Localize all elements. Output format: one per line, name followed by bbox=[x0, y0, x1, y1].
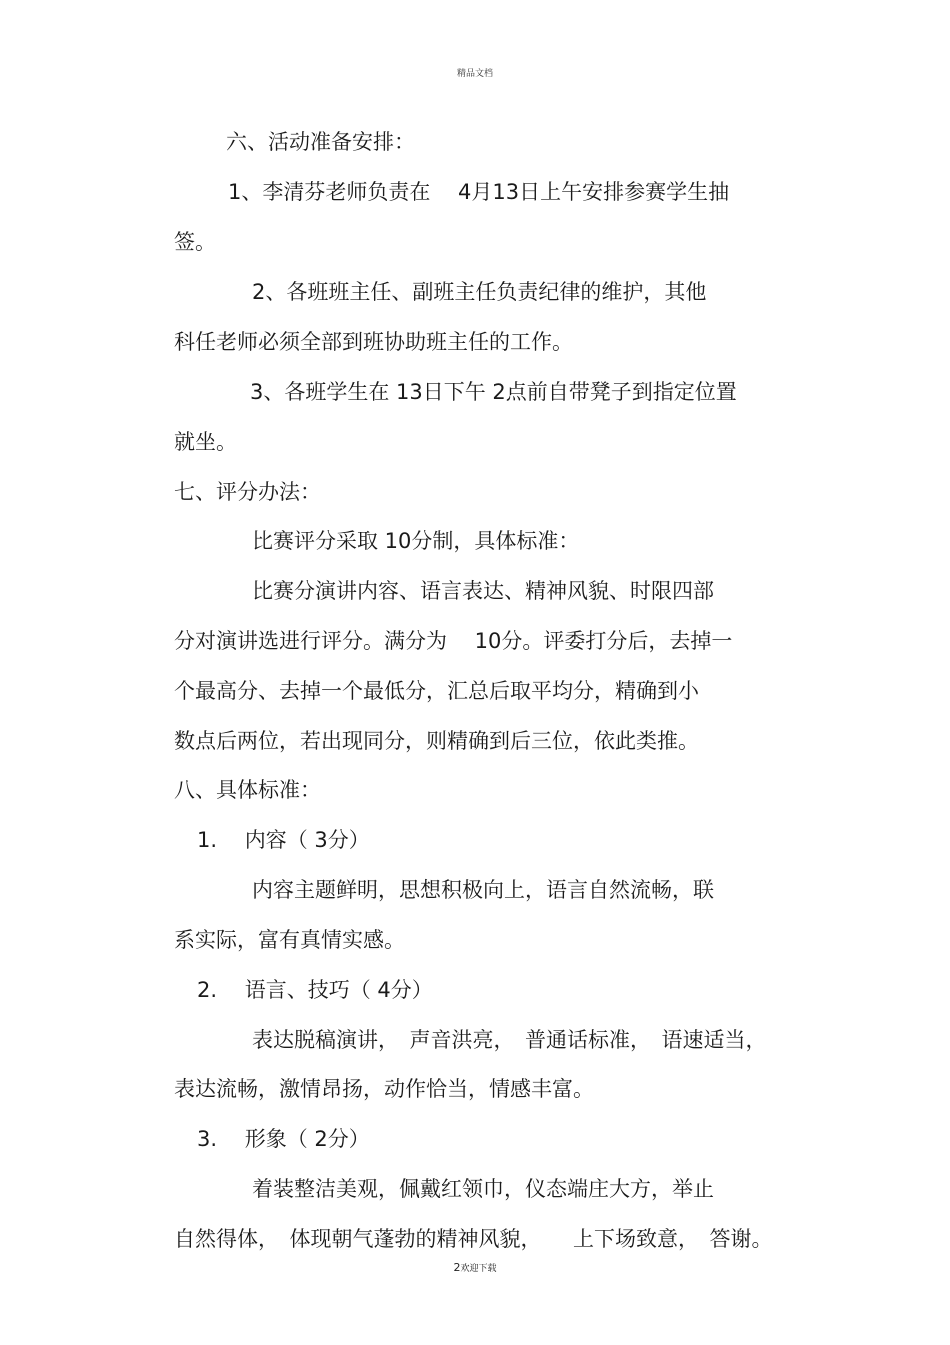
page-header: 精品文档 bbox=[456, 69, 493, 79]
paragraph-line: 分对演讲选进行评分。满分为 10分。评委打分后，去掉一 bbox=[174, 629, 733, 653]
paragraph-line: 比赛分演讲内容、语言表达、精神风貌、时限四部 bbox=[252, 579, 714, 603]
criterion-1-heading: 1. 内容（ 3分） bbox=[197, 828, 370, 852]
paragraph-line: 3、各班学生在 13日下午 2点前自带凳子到指定位置 bbox=[250, 380, 737, 404]
paragraph-line: 数点后两位，若出现同分，则精确到后三位，依此类推。 bbox=[174, 729, 699, 753]
section-6-heading: 六、活动准备安排： bbox=[226, 130, 415, 154]
page-number: 2 bbox=[453, 1261, 461, 1274]
criterion-3-heading: 3. 形象（ 2分） bbox=[197, 1127, 370, 1151]
footer-text: 欢迎下载 bbox=[460, 1264, 497, 1274]
criterion-2-heading: 2. 语言、技巧（ 4分） bbox=[197, 978, 433, 1002]
paragraph-line: 个最高分、去掉一个最低分，汇总后取平均分，精确到小 bbox=[174, 679, 699, 703]
page-footer bbox=[0, 1261, 950, 1274]
paragraph-line: 签。 bbox=[174, 230, 216, 254]
paragraph-line: 科任老师必须全部到班协助班主任的工作。 bbox=[174, 330, 573, 354]
section-8-heading: 八、具体标准： bbox=[174, 778, 321, 802]
paragraph-line: 2、各班班主任、副班主任负责纪律的维护，其他 bbox=[252, 280, 707, 304]
paragraph-line: 表达流畅，激情昂扬，动作恰当，情感丰富。 bbox=[174, 1077, 594, 1101]
paragraph-line: 1、李清芬老师负责在 4月13日上午安排参赛学生抽 bbox=[228, 180, 730, 204]
paragraph-line: 系实际，富有真情实感。 bbox=[174, 928, 405, 952]
paragraph-line: 内容主题鲜明，思想积极向上，语言自然流畅，联 bbox=[252, 878, 714, 902]
section-7-heading: 七、评分办法： bbox=[174, 480, 321, 504]
paragraph-line: 表达脱稿演讲， 声音洪亮， 普通话标准， 语速适当， bbox=[252, 1028, 767, 1052]
paragraph-line: 自然得体， 体现朝气蓬勃的精神风貌， 上下场致意， 答谢。 bbox=[174, 1227, 773, 1251]
paragraph-line: 比赛评分采取 10分制，具体标准： bbox=[252, 529, 580, 553]
paragraph-line: 着装整洁美观，佩戴红领巾，仪态端庄大方，举止 bbox=[252, 1177, 714, 1201]
paragraph-line: 就坐。 bbox=[174, 430, 237, 454]
